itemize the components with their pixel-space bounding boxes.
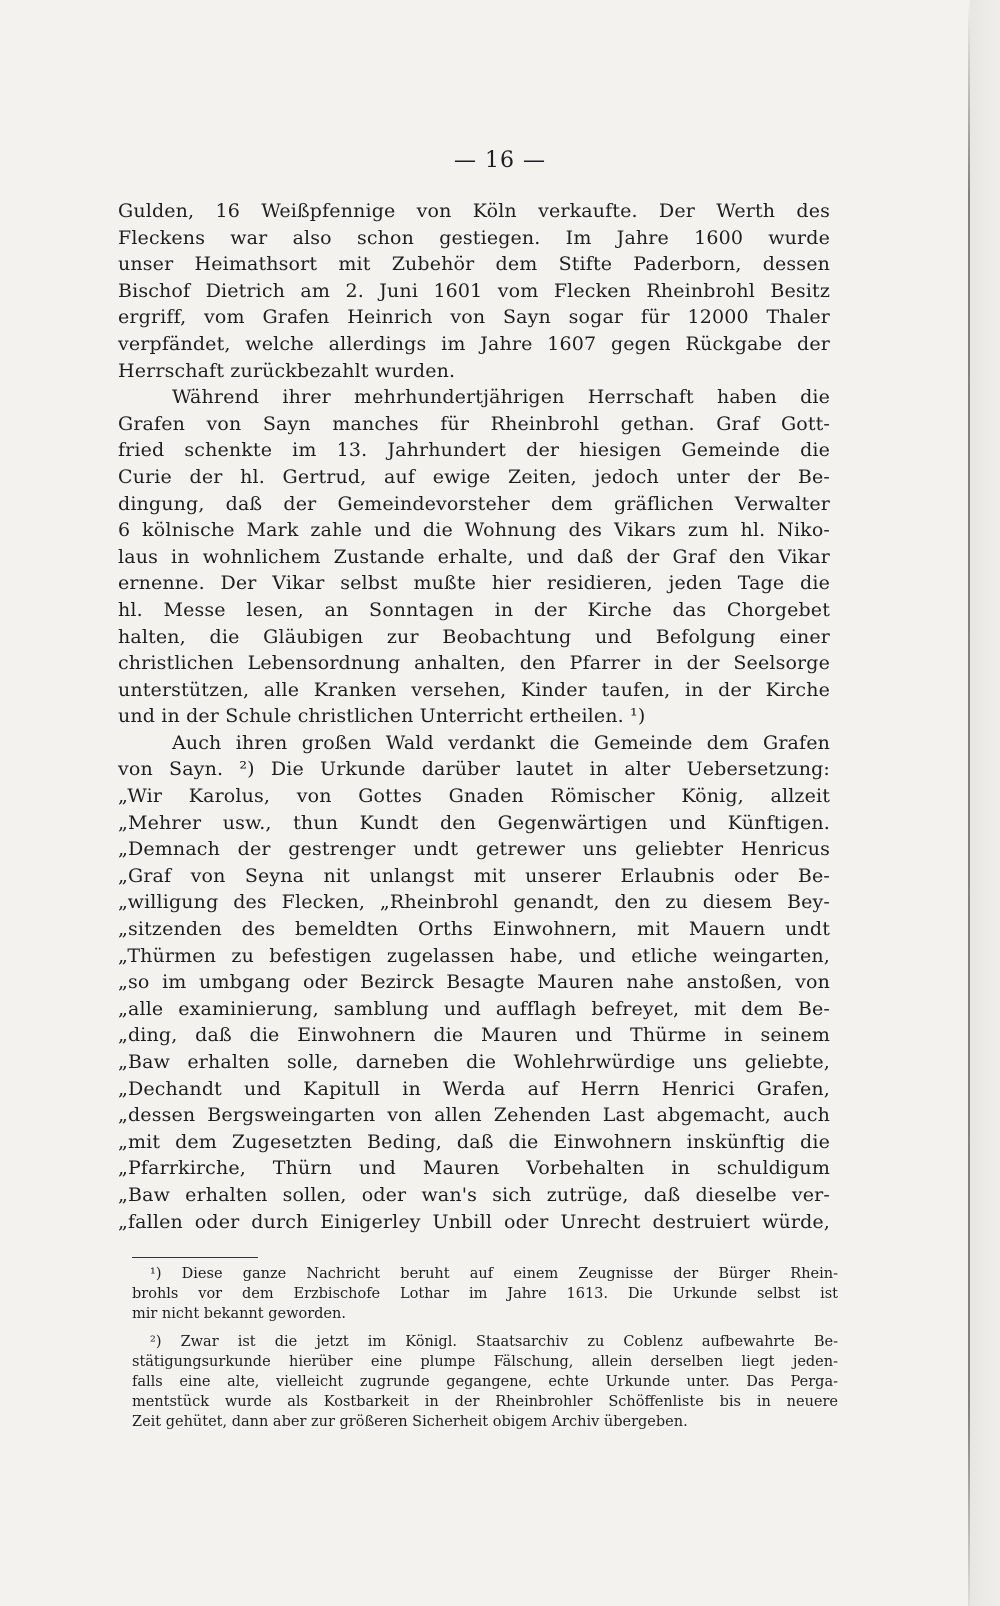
text-line: verpfändet, welche allerdings im Jahre 1607 gegen Rückgabe der (118, 332, 830, 355)
text-line: „mit dem Zugesetzten Beding, daß die Einwohnern inskünftig die (118, 1130, 830, 1153)
text-line: halten, die Gläubigen zur Beobachtung und Befolgung einer (118, 625, 830, 648)
text-line: „alle examinierung, samblung und aufflagh befreyet, mit dem Be- (118, 997, 830, 1020)
text-line: Auch ihren großen Wald verdankt die Gemeinde dem Grafen (172, 731, 830, 754)
text-line: und in der Schule christlichen Unterricht ertheilen. ¹) (118, 705, 646, 728)
page-number: — 16 — (454, 148, 546, 173)
text-line: „so im umbgang oder Bezirck Besagte Mauren nahe anstoßen, von (118, 971, 830, 994)
text-line: „Wir Karolus, von Gottes Gnaden Römischer König, allzeit (118, 785, 830, 808)
footnote-line: brohls vor dem Erzbischofe Lothar im Jahre 1613. Die Urkunde selbst ist (132, 1286, 838, 1302)
text-line: „sitzenden des bemeldten Orths Einwohnern, mit Mauern undt (118, 918, 830, 941)
footnote-gap (132, 1324, 838, 1332)
text-line: christlichen Lebensordnung anhalten, den Pfarrer in der Seelsorge (118, 652, 830, 675)
footnote-line: mir nicht bekannt geworden. (132, 1306, 346, 1322)
footnotes-block (132, 1264, 838, 1432)
text-line: von Sayn. ²) Die Urkunde darüber lautet in alter Uebersetzung: (118, 758, 830, 781)
text-line: Fleckens war also schon gestiegen. Im Jahre 1600 wurde (118, 226, 830, 249)
page-edge-shade (970, 0, 1000, 1606)
text-line: 6 kölnische Mark zahle und die Wohnung des Vikars zum hl. Niko- (118, 519, 830, 542)
footnote-line: ²) Zwar ist die jetzt im Königl. Staatsarchiv zu Coblenz aufbewahrte Be- (150, 1334, 838, 1350)
text-line: ernenne. Der Vikar selbst mußte hier residieren, jeden Tage die (118, 572, 830, 595)
text-line: fried schenkte im 13. Jahrhundert der hiesigen Gemeinde die (118, 439, 830, 462)
text-line: Während ihrer mehrhundertjährigen Herrschaft haben die (172, 386, 830, 409)
text-line: „fallen oder durch Einigerley Unbill oder Unrecht destruiert würde, (118, 1210, 830, 1233)
text-line: hl. Messe lesen, an Sonntagen in der Kirche das Chorgebet (118, 598, 830, 621)
main-text-block (118, 198, 830, 1235)
footnote-line: Zeit gehütet, dann aber zur größeren Sicherheit obigem Archiv übergeben. (132, 1414, 688, 1430)
text-line: laus in wohnlichem Zustande erhalte, und daß der Graf den Vikar (118, 545, 830, 568)
footnote-1 (132, 1264, 838, 1324)
footnote-line: mentstück wurde als Kostbarkeit in der Rheinbrohler Schöffenliste bis in neuere (132, 1394, 838, 1410)
text-line: unterstützen, alle Kranken versehen, Kinder taufen, in der Kirche (118, 678, 830, 701)
page-edge-line (968, 0, 970, 1606)
text-line: Gulden, 16 Weißpfennige von Köln verkaufte. Der Werth des (118, 200, 830, 222)
text-line: „Baw erhalten solle, darneben die Wohlehrwürdige uns geliebte, (118, 1051, 830, 1073)
text-line: „Baw erhalten sollen, oder wan's sich zutrüge, daß dieselbe ver- (118, 1183, 830, 1206)
text-line: Curie der hl. Gertrud, auf ewige Zeiten, jedoch unter der Be- (118, 465, 830, 488)
text-line: „willigung des Flecken, „Rheinbrohl genandt, den zu diesem Bey- (118, 891, 830, 914)
text-line: „dessen Bergsweingarten von allen Zehenden Last abgemacht, auch (118, 1104, 830, 1127)
footnote-line: stätigungsurkunde hierüber eine plumpe Fälschung, allein derselben liegt jeden- (132, 1354, 838, 1370)
footnote-divider (132, 1257, 258, 1258)
text-line: „Thürmen zu befestigen zugelassen habe, und etliche weingarten, (118, 944, 830, 967)
text-line: ergriff, vom Grafen Heinrich von Sayn sogar für 12000 Thaler (118, 306, 830, 329)
text-line: „ding, daß die Einwohnern die Mauren und Thürme in seinem (118, 1024, 830, 1047)
text-line: Grafen von Sayn manches für Rheinbrohl gethan. Graf Gott- (118, 412, 830, 435)
text-line: Herrschaft zurückbezahlt wurden. (118, 359, 456, 382)
text-line: „Demnach der gestrenger undt getrewer uns geliebter Henricus (118, 838, 830, 861)
text-line: „Dechandt und Kapitull in Werda auf Herrn Henrici Grafen, (118, 1077, 830, 1100)
text-line: „Graf von Seyna nit unlangst mit unserer Erlaubnis oder Be- (118, 864, 830, 887)
text-line: „Pfarrkirche, Thürn und Mauren Vorbehalten in schuldigum (118, 1157, 830, 1180)
text-line: Bischof Dietrich am 2. Juni 1601 vom Flecken Rheinbrohl Besitz (118, 279, 830, 302)
text-line: unser Heimathsort mit Zubehör dem Stifte Paderborn, dessen (118, 253, 830, 276)
footnote-line: ¹) Diese ganze Nachricht beruht auf einem Zeugnisse der Bürger Rhein- (150, 1266, 838, 1282)
footnote-line: falls eine alte, vielleicht zugrunde gegangene, echte Urkunde unter. Das Perga- (132, 1374, 838, 1390)
footnote-2 (132, 1332, 838, 1432)
text-line: dingung, daß der Gemeindevorsteher dem gräflichen Verwalter (118, 492, 830, 515)
text-line: „Mehrer usw., thun Kundt den Gegenwärtigen und Künftigen. (118, 811, 830, 834)
